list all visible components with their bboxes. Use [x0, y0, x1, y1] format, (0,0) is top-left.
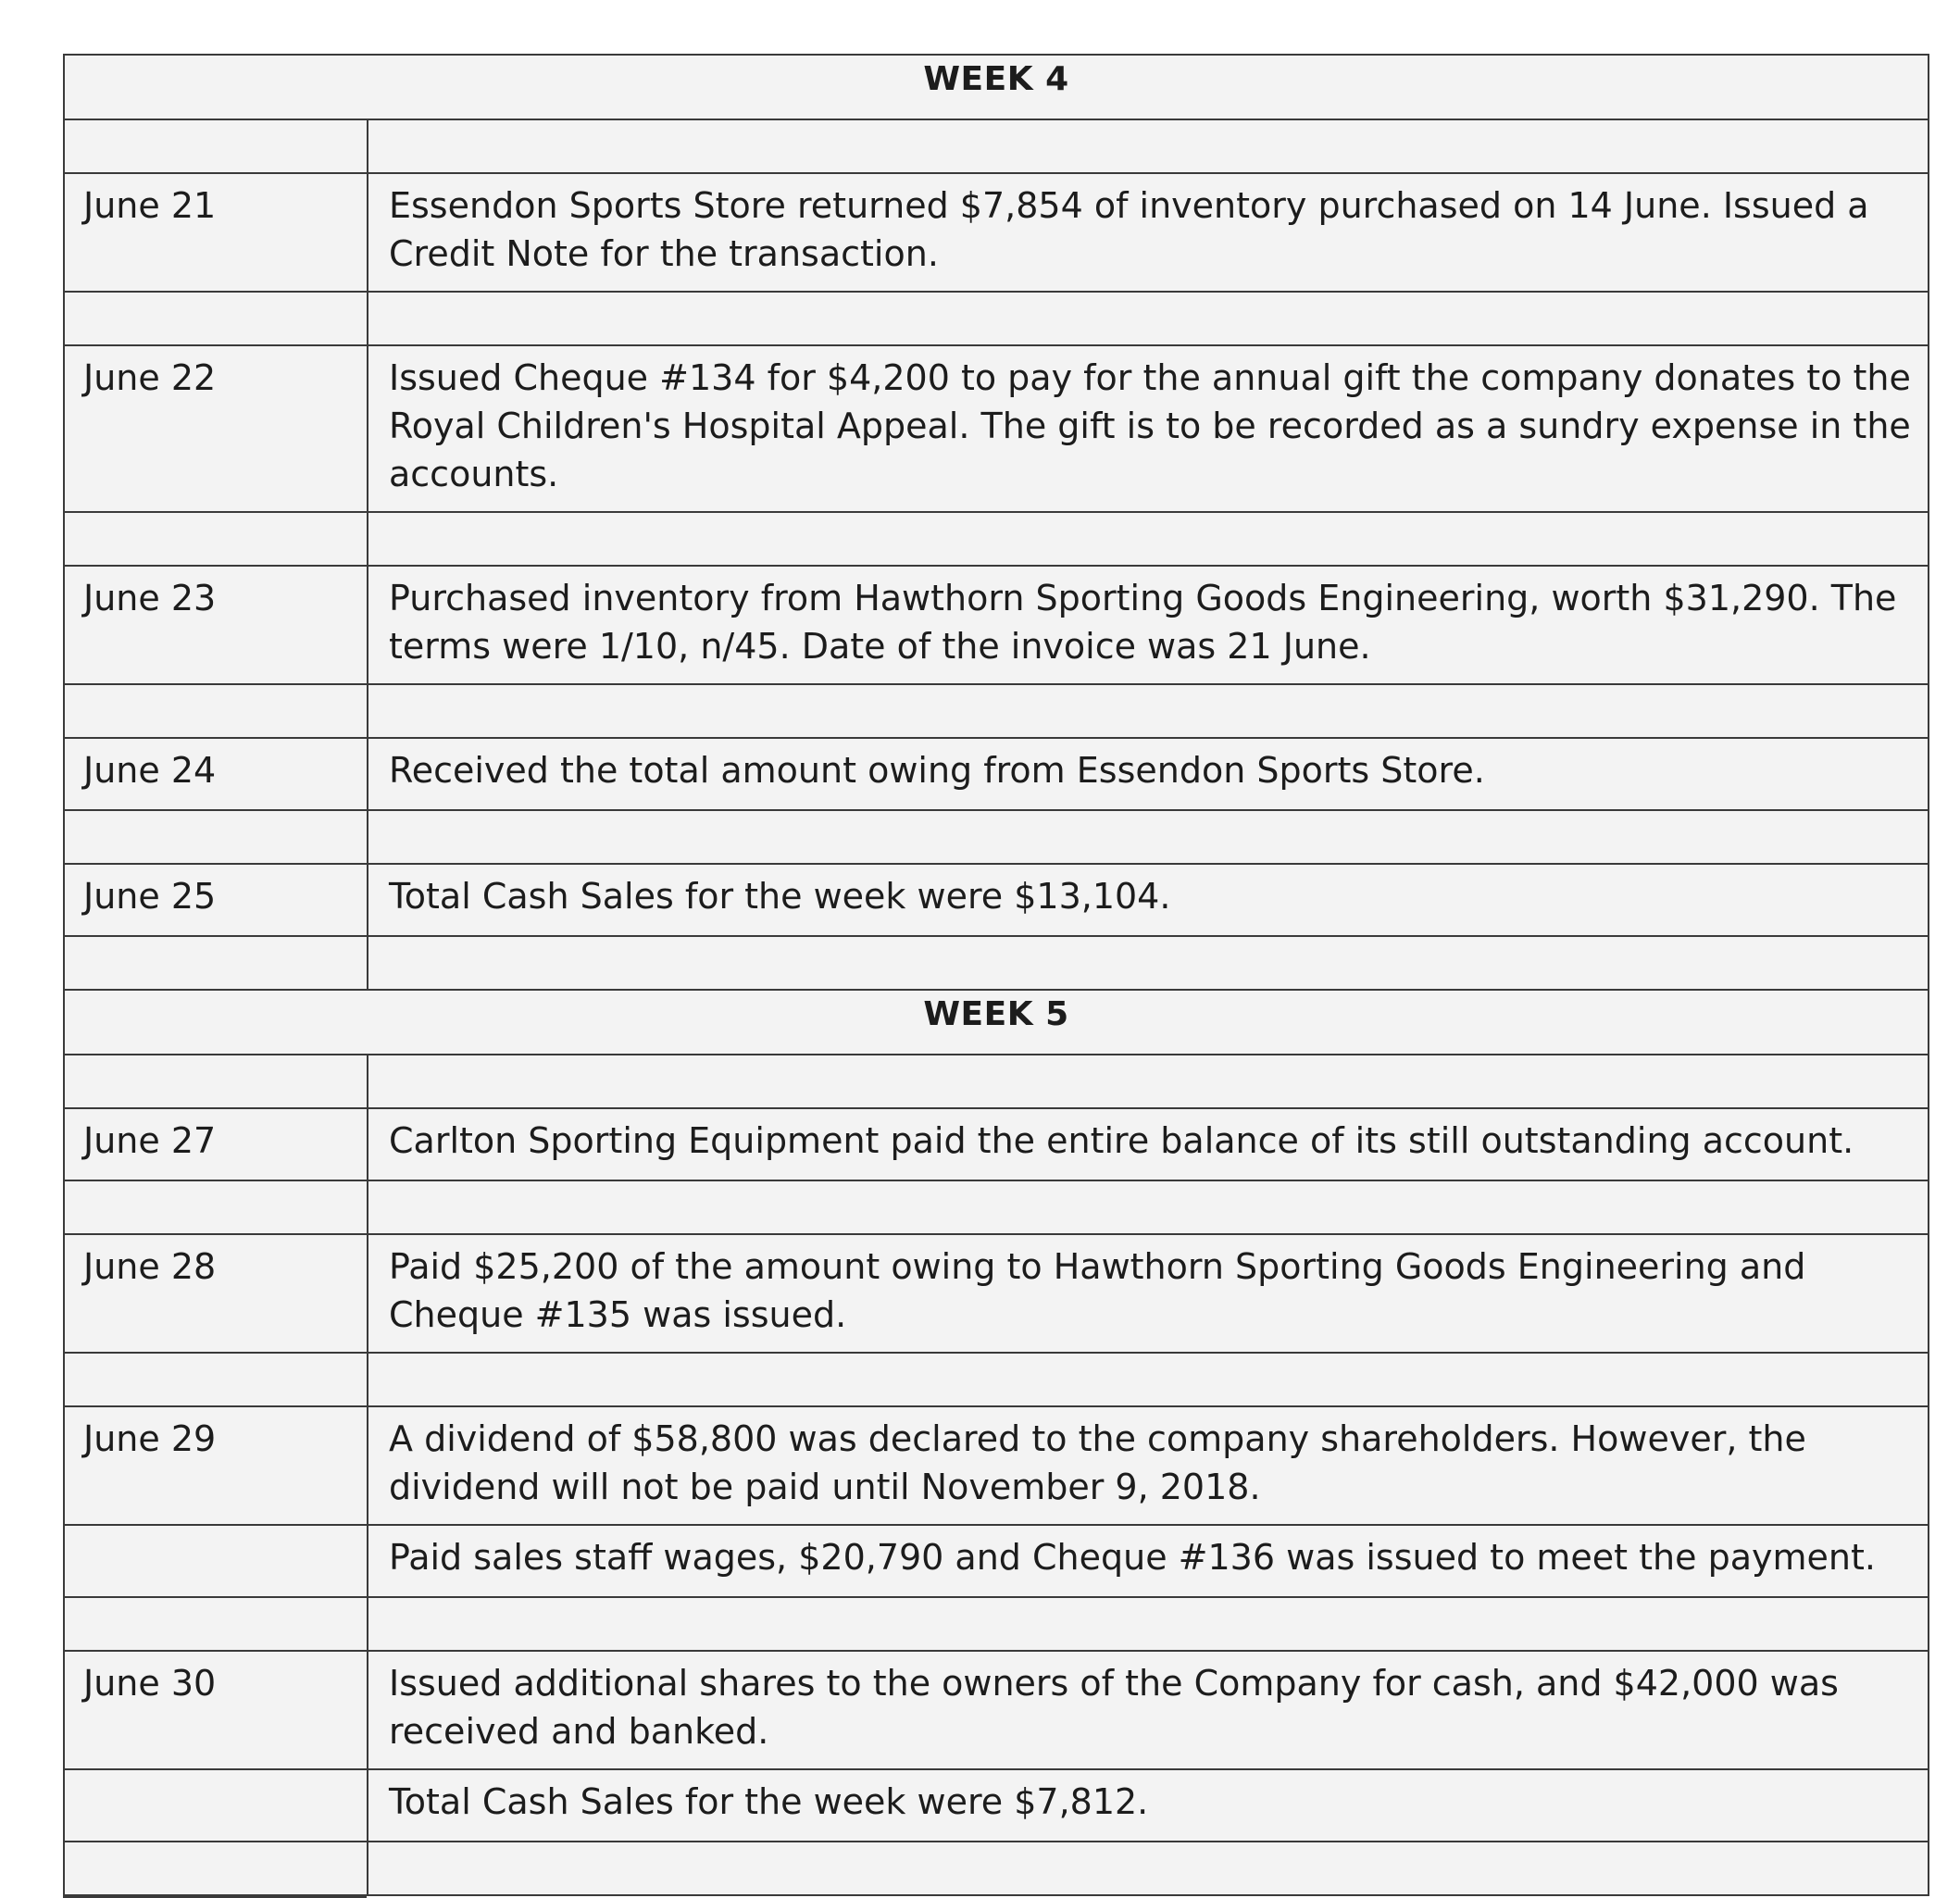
transaction-row-continued	[64, 1525, 1929, 1597]
blank-row	[64, 1842, 1929, 1895]
transaction-description: Received the total amount owing from Essendon Sports Store.	[368, 738, 1929, 810]
transaction-date: June 22	[64, 345, 368, 512]
blank-row	[64, 1597, 1929, 1651]
transaction-date: June 21	[64, 173, 368, 292]
blank-row	[64, 1353, 1929, 1406]
transaction-description: Paid sales staff wages, $20,790 and Cheque #136 was issued to meet the payment.	[368, 1525, 1929, 1597]
transaction-row-continued	[64, 1769, 1929, 1842]
transaction-description: Paid $25,200 of the amount owing to Hawthorn Sporting Goods Engineering and Cheque #135 was issued.	[368, 1234, 1929, 1353]
transaction-row	[64, 1406, 1929, 1525]
transaction-description: Issued Cheque #134 for $4,200 to pay for the annual gift the company donates to the Royal Children's Hospital Appeal. The gift is to be recorded as a sundry expense in the accounts.	[368, 345, 1929, 512]
transaction-date: June 28	[64, 1234, 368, 1353]
transaction-row	[64, 1108, 1929, 1180]
transaction-row	[64, 173, 1929, 292]
transaction-row	[64, 566, 1929, 684]
transaction-row	[64, 738, 1929, 810]
transaction-description: Issued additional shares to the owners of the Company for cash, and $42,000 was received and banked.	[368, 1651, 1929, 1769]
transaction-row	[64, 1234, 1929, 1353]
blank-row	[64, 292, 1929, 345]
transaction-date: June 29	[64, 1406, 368, 1525]
transaction-description: A dividend of $58,800 was declared to the company shareholders. However, the dividend will not be paid until November 9, 2018.	[368, 1406, 1929, 1525]
blank-row	[64, 936, 1929, 990]
transaction-description: Purchased inventory from Hawthorn Sporting Goods Engineering, worth $31,290. The terms were 1/10, n/45. Date of the invoice was 21 June.	[368, 566, 1929, 684]
transaction-date: June 25	[64, 864, 368, 936]
blank-row	[64, 684, 1929, 738]
transaction-date-empty	[64, 1769, 368, 1842]
blank-row	[64, 119, 1929, 173]
transaction-description: Total Cash Sales for the week were $13,104.	[368, 864, 1929, 936]
transaction-description: Total Cash Sales for the week were $7,812.	[368, 1769, 1929, 1842]
transaction-date: June 23	[64, 566, 368, 684]
week-4-header-row	[64, 55, 1929, 119]
transaction-row	[64, 345, 1929, 512]
transactions-table	[63, 54, 1929, 1896]
transaction-date: June 27	[64, 1108, 368, 1180]
transaction-date-empty	[64, 1525, 368, 1597]
transaction-date: June 24	[64, 738, 368, 810]
transaction-date: June 30	[64, 1651, 368, 1769]
transaction-row	[64, 864, 1929, 936]
blank-row	[64, 512, 1929, 566]
week-title: WEEK 5	[64, 990, 1929, 1055]
transaction-description: Essendon Sports Store returned $7,854 of inventory purchased on 14 June. Issued a Credit Note for the transaction.	[368, 173, 1929, 292]
transaction-row	[64, 1651, 1929, 1769]
week-5-header-row	[64, 990, 1929, 1055]
blank-row	[64, 810, 1929, 864]
week-title: WEEK 4	[64, 55, 1929, 119]
transaction-description: Carlton Sporting Equipment paid the entire balance of its still outstanding account.	[368, 1108, 1929, 1180]
blank-row	[64, 1180, 1929, 1234]
transactions-sheet	[63, 54, 1929, 1896]
blank-row	[64, 1055, 1929, 1108]
